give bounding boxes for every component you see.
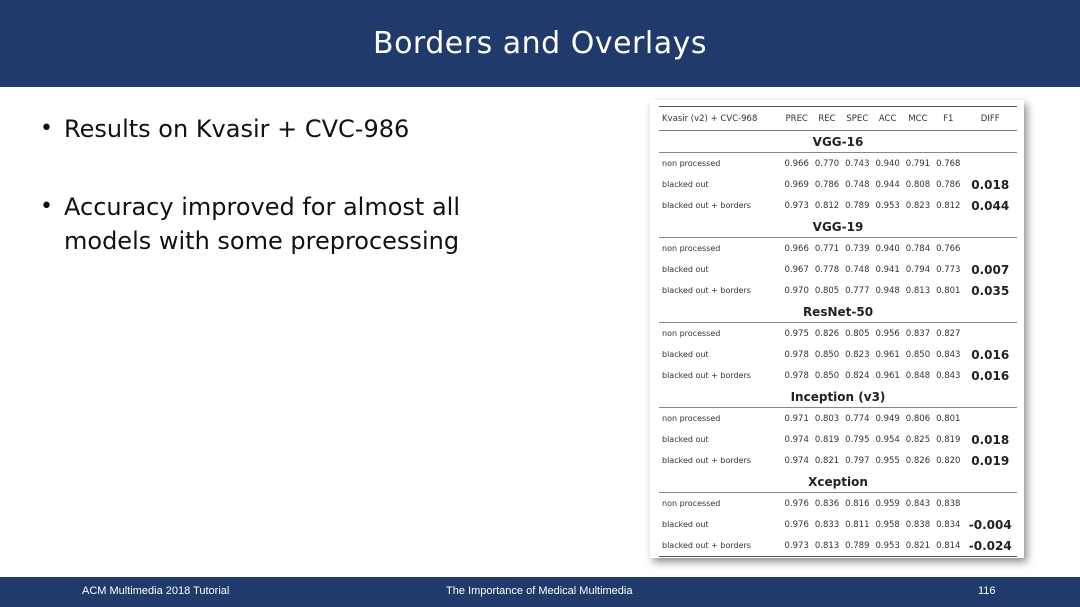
diff-cell: -0.004 bbox=[968, 517, 1012, 532]
diff-cell: -0.024 bbox=[963, 535, 1017, 557]
table-row bbox=[659, 493, 1017, 515]
row-label: blacked out + borders bbox=[662, 201, 751, 210]
table-cell: 0.823 bbox=[845, 349, 870, 360]
table-cell: 0.773 bbox=[936, 264, 961, 275]
table-cell: 0.834 bbox=[936, 519, 961, 530]
table-row bbox=[659, 535, 1017, 557]
table-cell: 0.801 bbox=[936, 413, 961, 424]
table-cell: 0.768 bbox=[936, 158, 961, 169]
table-cell: 0.811 bbox=[845, 519, 870, 530]
model-name: ResNet-50 bbox=[659, 301, 1017, 323]
diff-cell: 0.016 bbox=[971, 347, 1010, 362]
table-cell: 0.820 bbox=[936, 455, 961, 466]
diff-cell bbox=[963, 408, 1017, 430]
table-cell: 0.836 bbox=[814, 498, 840, 509]
table-cell: 0.826 bbox=[905, 455, 931, 466]
table-header-row bbox=[659, 107, 1017, 131]
table-cell: 0.795 bbox=[845, 434, 870, 445]
table-cell: 0.961 bbox=[875, 349, 900, 360]
table-cell: 0.770 bbox=[814, 158, 840, 169]
table-cell: 0.850 bbox=[814, 349, 840, 360]
table-row bbox=[659, 344, 1017, 365]
bullet-item bbox=[40, 190, 460, 258]
row-label: non processed bbox=[662, 499, 721, 508]
table-row bbox=[659, 323, 1017, 345]
diff-cell bbox=[963, 153, 1017, 175]
table-cell: 0.975 bbox=[784, 328, 809, 339]
table-cell: 0.748 bbox=[845, 264, 870, 275]
diff-cell: 0.016 bbox=[971, 368, 1010, 383]
table-cell: 0.966 bbox=[784, 158, 809, 169]
diff-cell: 0.007 bbox=[971, 262, 1010, 277]
bullet-dot-icon: • bbox=[40, 116, 53, 141]
diff-cell: 0.044 bbox=[971, 198, 1010, 213]
row-label: non processed bbox=[662, 329, 721, 338]
table-cell: 0.971 bbox=[784, 413, 809, 424]
table-cell: 0.974 bbox=[784, 434, 809, 445]
table-cell: 0.940 bbox=[875, 243, 900, 254]
model-group-row bbox=[659, 216, 1017, 238]
table-cell: 0.953 bbox=[875, 200, 900, 211]
table-cell: 0.748 bbox=[845, 179, 870, 190]
table-cell: 0.955 bbox=[875, 455, 900, 466]
table-row bbox=[659, 280, 1017, 301]
table-cell: 0.808 bbox=[905, 179, 931, 190]
diff-cell bbox=[963, 238, 1017, 260]
table-cell: 0.794 bbox=[905, 264, 931, 275]
table-cell: 0.978 bbox=[784, 349, 809, 360]
bullet-text: Accuracy improved for almost all models with some preprocessing bbox=[64, 193, 460, 255]
row-label: blacked out + borders bbox=[659, 535, 782, 557]
table-row bbox=[659, 450, 1017, 471]
table-cell: 0.816 bbox=[845, 498, 870, 509]
model-name: VGG-19 bbox=[659, 216, 1017, 238]
table-cell: 0.843 bbox=[905, 498, 931, 509]
table-cell: 0.821 bbox=[903, 535, 933, 557]
table-row bbox=[659, 408, 1017, 430]
table-cell: 0.838 bbox=[936, 498, 961, 509]
table-cell: 0.848 bbox=[905, 370, 931, 381]
table-cell: 0.961 bbox=[875, 370, 900, 381]
row-label: non processed bbox=[662, 414, 721, 423]
model-name: Inception (v3) bbox=[659, 386, 1017, 408]
table-row bbox=[659, 259, 1017, 280]
table-cell: 0.973 bbox=[782, 535, 812, 557]
title-bar bbox=[0, 0, 1080, 87]
table-cell: 0.797 bbox=[845, 455, 870, 466]
column-header: Kvasir (v2) + CVC-968 bbox=[659, 107, 782, 131]
table-cell: 0.812 bbox=[936, 200, 961, 211]
slide-title: Borders and Overlays bbox=[373, 26, 707, 61]
table-cell: 0.959 bbox=[875, 498, 900, 509]
bullet-item bbox=[40, 112, 460, 146]
table-row bbox=[659, 514, 1017, 535]
row-label: non processed bbox=[662, 244, 721, 253]
table-cell: 0.850 bbox=[905, 349, 931, 360]
diff-cell bbox=[963, 493, 1017, 515]
page-number: 116 bbox=[978, 585, 996, 597]
column-header: MCC bbox=[903, 107, 933, 131]
diff-cell: 0.019 bbox=[971, 453, 1010, 468]
column-header: ACC bbox=[872, 107, 902, 131]
table-cell: 0.976 bbox=[784, 519, 809, 530]
table-cell: 0.812 bbox=[814, 200, 840, 211]
table-row bbox=[659, 429, 1017, 450]
bullet-list bbox=[40, 112, 460, 302]
diff-cell: 0.018 bbox=[971, 177, 1010, 192]
table-cell: 0.803 bbox=[814, 413, 840, 424]
table-cell: 0.778 bbox=[814, 264, 840, 275]
table-cell: 0.814 bbox=[933, 535, 963, 557]
table-cell: 0.843 bbox=[936, 370, 961, 381]
bullet-dot-icon: • bbox=[40, 194, 53, 219]
table-cell: 0.824 bbox=[845, 370, 870, 381]
row-label: blacked out + borders bbox=[662, 371, 751, 380]
table-cell: 0.956 bbox=[875, 328, 900, 339]
table-cell: 0.819 bbox=[936, 434, 961, 445]
table-cell: 0.819 bbox=[814, 434, 840, 445]
model-group-row bbox=[659, 131, 1017, 153]
table-cell: 0.850 bbox=[814, 370, 840, 381]
footer-center-text: The Importance of Medical Multimedia bbox=[446, 585, 633, 597]
table-cell: 0.948 bbox=[875, 285, 900, 296]
table-row bbox=[659, 365, 1017, 386]
table-cell: 0.969 bbox=[784, 179, 809, 190]
table-cell: 0.966 bbox=[784, 243, 809, 254]
table-cell: 0.813 bbox=[812, 535, 842, 557]
table-cell: 0.801 bbox=[936, 285, 961, 296]
model-name: Xception bbox=[659, 471, 1017, 493]
table-cell: 0.978 bbox=[784, 370, 809, 381]
table-body bbox=[659, 131, 1017, 557]
table-cell: 0.774 bbox=[845, 413, 870, 424]
footer-left-text: ACM Multimedia 2018 Tutorial bbox=[82, 585, 230, 597]
row-label: blacked out bbox=[662, 180, 709, 189]
model-group-row bbox=[659, 386, 1017, 408]
table-cell: 0.843 bbox=[936, 349, 961, 360]
table-cell: 0.786 bbox=[814, 179, 840, 190]
table-cell: 0.791 bbox=[905, 158, 931, 169]
table-cell: 0.940 bbox=[875, 158, 900, 169]
bullet-text: Results on Kvasir + CVC-986 bbox=[64, 115, 410, 143]
table-cell: 0.958 bbox=[875, 519, 900, 530]
column-header: PREC bbox=[782, 107, 812, 131]
column-header: F1 bbox=[933, 107, 963, 131]
table-cell: 0.784 bbox=[905, 243, 931, 254]
table-cell: 0.813 bbox=[905, 285, 931, 296]
row-label: blacked out bbox=[662, 350, 709, 359]
table-cell: 0.974 bbox=[784, 455, 809, 466]
table-cell: 0.789 bbox=[842, 535, 872, 557]
table-cell: 0.833 bbox=[814, 519, 840, 530]
table-cell: 0.805 bbox=[845, 328, 870, 339]
table-cell: 0.777 bbox=[845, 285, 870, 296]
row-label: blacked out bbox=[662, 520, 709, 529]
table-row bbox=[659, 174, 1017, 195]
row-label: blacked out + borders bbox=[662, 456, 751, 465]
table-cell: 0.806 bbox=[905, 413, 931, 424]
table-cell: 0.944 bbox=[875, 179, 900, 190]
table-cell: 0.823 bbox=[905, 200, 931, 211]
table-cell: 0.837 bbox=[905, 328, 931, 339]
table-cell: 0.805 bbox=[814, 285, 840, 296]
table-cell: 0.821 bbox=[814, 455, 840, 466]
table-cell: 0.954 bbox=[875, 434, 900, 445]
diff-cell: 0.018 bbox=[971, 432, 1010, 447]
results-table-image bbox=[650, 100, 1024, 558]
model-name: VGG-16 bbox=[659, 131, 1017, 153]
table-cell: 0.838 bbox=[905, 519, 931, 530]
table-cell: 0.941 bbox=[875, 264, 900, 275]
model-group-row bbox=[659, 301, 1017, 323]
column-header: DIFF bbox=[963, 107, 1017, 131]
table-row bbox=[659, 153, 1017, 175]
table-cell: 0.766 bbox=[936, 243, 961, 254]
table-cell: 0.786 bbox=[936, 179, 961, 190]
table-cell: 0.739 bbox=[845, 243, 870, 254]
table-cell: 0.789 bbox=[845, 200, 870, 211]
table-cell: 0.827 bbox=[936, 328, 961, 339]
row-label: blacked out + borders bbox=[662, 286, 751, 295]
footer-bar bbox=[0, 577, 1080, 607]
table-cell: 0.976 bbox=[784, 498, 809, 509]
column-header: REC bbox=[812, 107, 842, 131]
diff-cell bbox=[963, 323, 1017, 345]
row-label: blacked out bbox=[662, 265, 709, 274]
table-cell: 0.771 bbox=[814, 243, 840, 254]
table-cell: 0.949 bbox=[875, 413, 900, 424]
results-table bbox=[659, 106, 1017, 557]
model-group-row bbox=[659, 471, 1017, 493]
table-cell: 0.970 bbox=[784, 285, 809, 296]
table-cell: 0.826 bbox=[814, 328, 840, 339]
table-cell: 0.743 bbox=[845, 158, 870, 169]
row-label: non processed bbox=[662, 159, 721, 168]
column-header: SPEC bbox=[842, 107, 872, 131]
table-row bbox=[659, 238, 1017, 260]
table-row bbox=[659, 195, 1017, 216]
row-label: blacked out bbox=[662, 435, 709, 444]
table-cell: 0.967 bbox=[784, 264, 809, 275]
diff-cell: 0.035 bbox=[971, 283, 1010, 298]
table-cell: 0.953 bbox=[872, 535, 902, 557]
table-cell: 0.825 bbox=[905, 434, 931, 445]
table-cell: 0.973 bbox=[784, 200, 809, 211]
